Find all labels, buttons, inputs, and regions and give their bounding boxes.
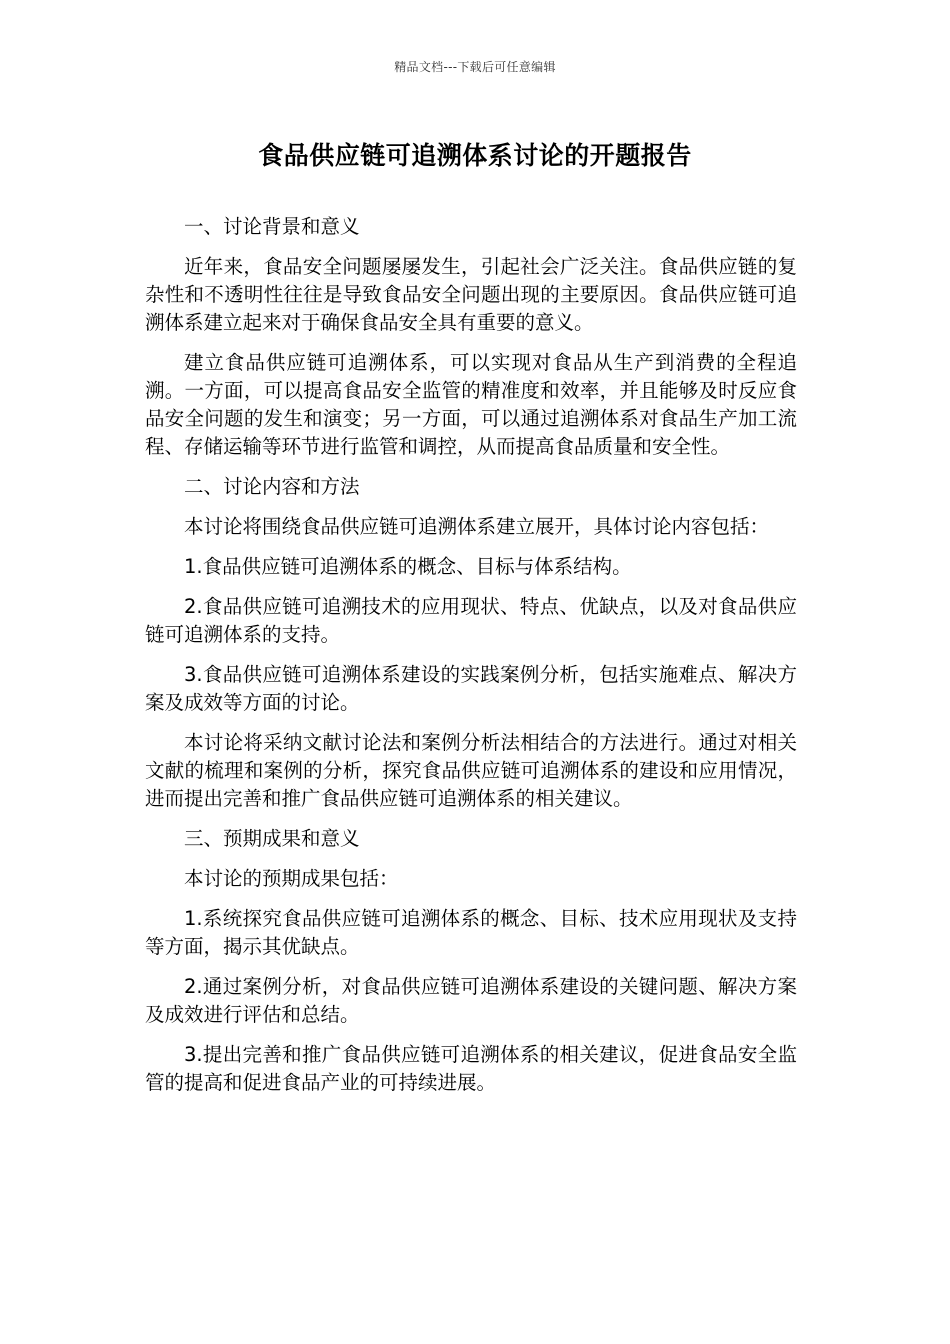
list-item: 1.食品供应链可追溯体系的概念、目标与体系结构。 bbox=[184, 555, 632, 578]
document-body bbox=[145, 213, 797, 1109]
paragraph: 本讨论的预期成果包括： bbox=[184, 867, 399, 890]
paragraph: 本讨论将采纳文献讨论法和案例分析法相结合的方法进行。通过对相关文献的梳理和案例的分析，探究食品供应链可追溯体系的建设和应用情况，进而提出完善和推广食品供应链可追溯体系的相关建议。 bbox=[145, 731, 797, 810]
paragraph: 近年来，食品安全问题屡屡发生，引起社会广泛关注。食品供应链的复杂性和不透明性往往是导致食品安全问题出现的主要原因。食品供应链可追溯体系建立起来对于确保食品安全具有重要的意义。 bbox=[145, 255, 797, 334]
list-item: 2.食品供应链可追溯技术的应用现状、特点、优缺点，以及对食品供应链可追溯体系的支持。 bbox=[145, 595, 797, 646]
list-item: 3.提出完善和推广食品供应链可追溯体系的相关建议，促进食品安全监管的提高和促进食品产业的可持续进展。 bbox=[145, 1043, 797, 1094]
list-item: 2.通过案例分析，对食品供应链可追溯体系建设的关键问题、解决方案及成效进行评估和总结。 bbox=[145, 975, 797, 1026]
list-item: 1.系统探究食品供应链可追溯体系的概念、目标、技术应用现状及支持等方面，揭示其优缺点。 bbox=[145, 907, 797, 958]
list-item: 3.食品供应链可追溯体系建设的实践案例分析，包括实施难点、解决方案及成效等方面的讨论。 bbox=[145, 663, 797, 714]
header-note: 精品文档---下载后可任意编辑 bbox=[394, 60, 556, 74]
paragraph: 建立食品供应链可追溯体系，可以实现对食品从生产到消费的全程追溯。一方面，可以提高食品安全监管的精准度和效率，并且能够及时反应食品安全问题的发生和演变；另一方面，可以通过追溯体系对食品生产加工流程、存储运输等环节进行监管和调控，从而提高食品质量和安全性。 bbox=[145, 351, 797, 458]
section-heading-1: 一、讨论背景和意义 bbox=[184, 215, 360, 238]
section-heading-3: 三、预期成果和意义 bbox=[184, 827, 360, 850]
document-title: 食品供应链可追溯体系讨论的开题报告 bbox=[258, 141, 692, 170]
section-heading-2: 二、讨论内容和方法 bbox=[184, 475, 360, 498]
paragraph: 本讨论将围绕食品供应链可追溯体系建立展开，具体讨论内容包括： bbox=[184, 515, 770, 538]
